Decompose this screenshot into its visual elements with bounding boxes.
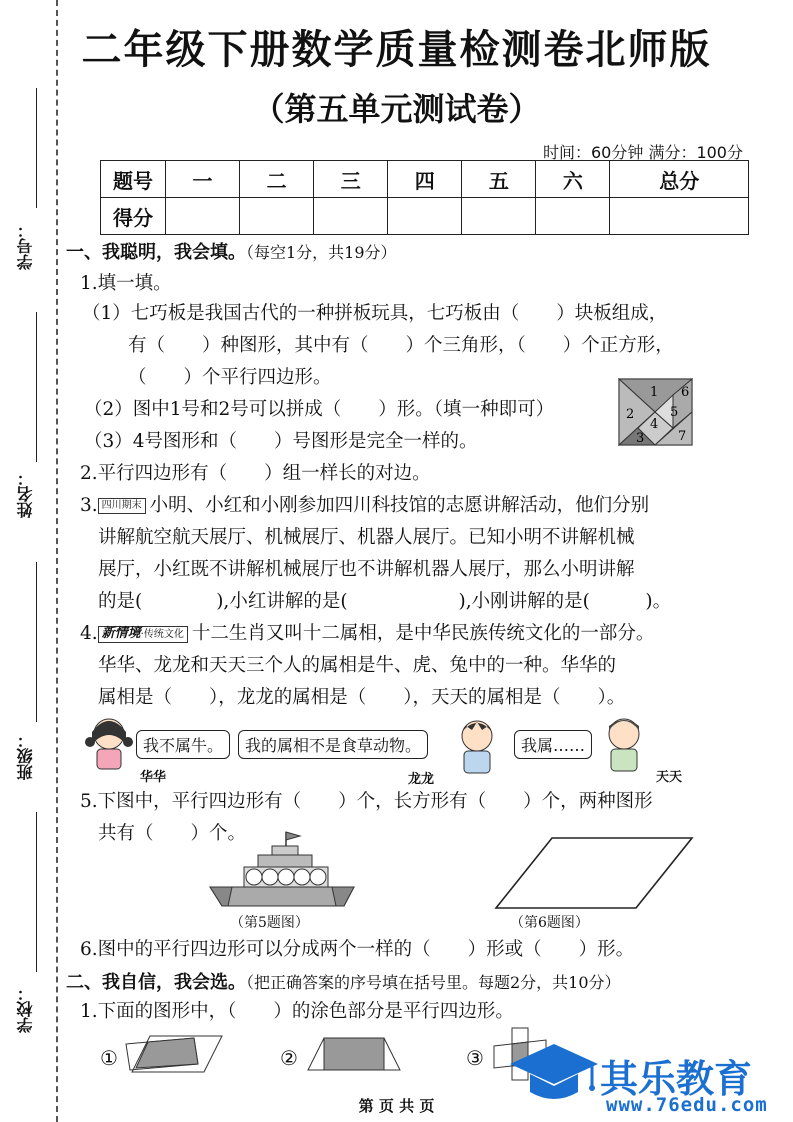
- score-header-row: [101, 161, 749, 198]
- page-subtitle: （第五单元测试卷）: [252, 90, 541, 128]
- ship-figure: [208, 828, 358, 910]
- banji-line: [36, 562, 37, 722]
- tangram-num-7: 7: [678, 429, 687, 444]
- score-cell[interactable]: [314, 198, 388, 235]
- q5-line-b: 共有（ ）个。: [98, 823, 247, 844]
- name-tiantian: 天天: [656, 770, 683, 785]
- q6: 6.图中的平行四边形可以分成两个一样的（ ）形或（ ）形。: [80, 939, 635, 960]
- score-header-cell: 五: [462, 161, 536, 198]
- name-huahua: 华华: [140, 770, 167, 785]
- q5-line-a: 5.下图中，平行四边形有（ ）个，长方形有（ ）个，两种图形: [80, 791, 653, 812]
- huahua-figure: [82, 714, 136, 770]
- q4-text-a: 十二生肖又叫十二属相，是中华民族传统文化的一部分。: [191, 623, 655, 644]
- tiantian-figure: [598, 714, 650, 772]
- xingming-label: 姓名：: [16, 470, 35, 518]
- score-header-cell: 三: [314, 161, 388, 198]
- tangram-figure: [618, 378, 693, 446]
- score-value-row: [101, 198, 749, 235]
- page-footer: 第 页 共 页: [358, 1097, 435, 1115]
- bubble-tiantian: 我属……: [514, 730, 592, 759]
- q1-1-line-c: （ ）个平行四边形。: [128, 367, 332, 388]
- tangram-num-3: 3: [636, 431, 645, 446]
- section1-title: 一、我聪明，我会填。: [66, 242, 246, 263]
- q3-tag: 四川期末: [98, 498, 146, 514]
- xingming-line: [36, 312, 37, 462]
- score-header-cell: 题号: [101, 161, 166, 198]
- bubble-huahua: 我不属牛。: [136, 730, 230, 759]
- q3-text-a: 小明、小红和小刚参加四川科技馆的志愿讲解活动，他们分别: [149, 495, 650, 516]
- binding-dashed-line: [56, 0, 58, 1122]
- q3-line-d: 的是( ),小红讲解的是( ),小刚讲解的是( )。: [98, 591, 672, 612]
- score-header-cell: 二: [240, 161, 314, 198]
- exam-meta: 时间：60分钟 满分：100分: [543, 143, 743, 162]
- score-cell[interactable]: [166, 198, 240, 235]
- score-row-label: 得分: [101, 198, 166, 235]
- score-table: [100, 160, 749, 235]
- section1-note: （每空1分，共19分）: [246, 243, 397, 262]
- section1-heading: [66, 238, 397, 264]
- tangram-num-2: 2: [626, 407, 635, 422]
- banji-label: 班级：: [16, 732, 35, 780]
- xuehao-label: 学号：: [16, 222, 35, 270]
- score-header-cell: 六: [536, 161, 610, 198]
- fig5-caption: （第5题图）: [230, 915, 309, 931]
- s2-option-2-label: ②: [280, 1046, 298, 1070]
- tangram-num-5: 5: [670, 405, 679, 420]
- q1-title: 1.填一填。: [80, 273, 172, 294]
- section2-note: （把正确答案的序号填在括号里。每题2分，共10分）: [246, 973, 621, 992]
- watermark-url: www.76edu.com: [606, 1094, 768, 1116]
- name-longlong: 龙龙: [408, 772, 435, 787]
- score-header-cell: 一: [166, 161, 240, 198]
- s2-option-1-label: ①: [100, 1046, 118, 1070]
- q1-3: （3）4号图形和（ ）号图形是完全一样的。: [84, 431, 478, 452]
- q2: 2.平行四边形有（ ）组一样长的对边。: [80, 463, 431, 484]
- parallelogram-figure: [494, 836, 694, 910]
- graduation-cap-icon: [508, 1040, 600, 1110]
- s2-option-3-label: ③: [466, 1046, 484, 1070]
- page-title: 二年级下册数学质量检测卷北师版: [81, 27, 712, 73]
- score-header-cell: 四: [388, 161, 462, 198]
- q4-line-a: 4. 新情境·传统文化 十二生肖又叫十二属相，是中华民族传统文化的一部分。: [80, 623, 655, 644]
- tangram-num-1: 1: [650, 385, 659, 400]
- bubble-longlong: 我的属相不是食草动物。: [238, 730, 428, 759]
- tangram-num-6: 6: [681, 385, 690, 400]
- xuexiao-label: 学校：: [16, 985, 35, 1033]
- score-cell[interactable]: [610, 198, 749, 235]
- section2-heading: [66, 968, 621, 994]
- q4-tag-new: 新情境: [101, 625, 141, 641]
- s2-q1: 1.下面的图形中，（ ）的涂色部分是平行四边形。: [80, 1001, 514, 1022]
- score-cell[interactable]: [536, 198, 610, 235]
- s2-option-1-figure: [124, 1034, 224, 1074]
- q4-tag: [98, 626, 188, 643]
- score-cell[interactable]: [240, 198, 314, 235]
- q3-line-b: 讲解航空航天展厅、机械展厅、机器人展厅。已知小明不讲解机械: [98, 527, 635, 548]
- score-cell[interactable]: [462, 198, 536, 235]
- q4-line-c: 属相是（ ），龙龙的属相是（ ），天天的属相是（ ）。: [98, 687, 626, 708]
- s2-option-2-figure: [304, 1034, 404, 1074]
- q1-2: （2）图中1号和2号可以拼成（ ）形。（填一种即可）: [84, 399, 555, 420]
- longlong-figure: [452, 716, 502, 774]
- tangram-num-4: 4: [650, 417, 659, 432]
- q1-1-line-b: 有（ ）种图形，其中有（ ）个三角形，（ ）个正方形，: [128, 335, 674, 356]
- score-cell[interactable]: [388, 198, 462, 235]
- q1-1-line-a: （1）七巧板是我国古代的一种拼板玩具，七巧板由（ ）块板组成，: [82, 303, 668, 324]
- q3-line-c: 展厅，小红既不讲解机械展厅也不讲解机器人展厅，那么小明讲解: [98, 559, 635, 580]
- fig6-caption: （第6题图）: [510, 915, 589, 931]
- section2-title: 二、我自信，我会选。: [66, 972, 246, 993]
- q4-tag-culture: ·传统文化: [140, 628, 184, 640]
- q3-line-a: 3. 四川期末 小明、小红和小刚参加四川科技馆的志愿讲解活动，他们分别: [80, 495, 650, 516]
- xuexiao-line: [36, 812, 37, 972]
- score-header-cell: 总分: [610, 161, 749, 198]
- watermark-brand: 其乐教育: [600, 1057, 753, 1101]
- q4-line-b: 华华、龙龙和天天三个人的属相是牛、虎、兔中的一种。华华的: [98, 655, 617, 676]
